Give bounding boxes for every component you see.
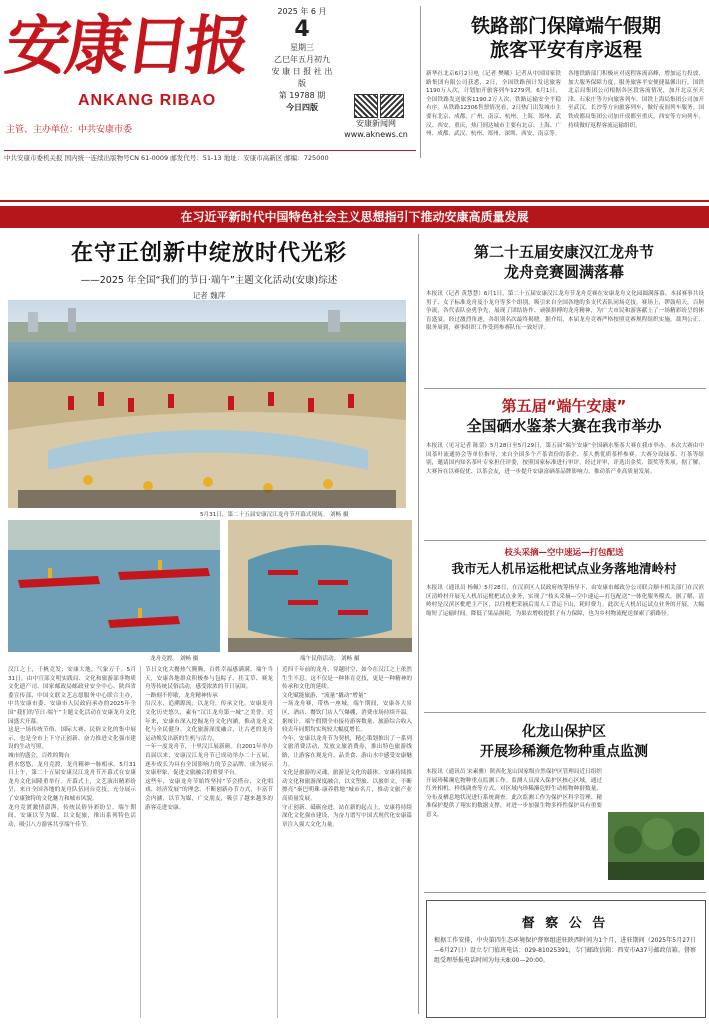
dragon-race-headline bbox=[424, 242, 704, 282]
issue-number: 第 19788 期 bbox=[278, 91, 326, 100]
lead-subhead: ——2025 年全国“我们的节日·端午”主题文化活动(安康)综述 bbox=[80, 275, 338, 286]
tea-contest-body: 本报讯（见习记者 陈蕾）5月28日至5月29日，第五届“端午安康”全国硒水鉴茶大赛在我市举办。本次大赛由中国茶叶流通协会等单位指导，来自全国多个产茶省份的茶企、茶人携优质茶样参赛。大赛分设绿茶、红茶等组别，邀请国内知名茶叶专家担任评委，按照国家标准进行审评。经过评审，评选出金奖、银奖等奖项。据了解，大赛旨在以赛促优、以茶会友，进一步提升安康富硒茶品牌影响力，推动茶产业高质量发展。 bbox=[426, 443, 704, 475]
drone-article-kicker: 枝头采摘—空中速运—打包配送 bbox=[504, 548, 624, 558]
lead-photo-caption: 5月31日，第二十五届安康汉江龙舟节开幕式现场。 刘畅 摄 bbox=[200, 512, 349, 518]
reserve-article-headline bbox=[424, 722, 704, 762]
lead-article-col-2: 节日文化大餐热气腾腾，百姓幸福感满满。端午当天，安康各地群众积极参与包粽子、挂艾草、赛龙舟等传统民俗活动，感受浓浓的节日氛围。 一路刻不停歇，龙舟精神传承 沿汉水，追溯源流；以龙舟，传承文化。安康龙舟文化历史悠久，素有“汉江龙舟第一城”之美誉。近年来，安康市深入挖掘龙舟文化内涵，推动龙舟文化与全民健身、文化旅游深度融合，让古老的龙舟运动焕发出新的生机与活力。 一年一度龙舟节，十里汉江展新颜。自2001年举办首届以来，安康汉江龙舟节已成功举办二十五届，逐步成长为具有全国影响力的节会品牌，成为展示安康形象、促进文旅融合的重要平台。 这些年，安康龙舟节始终坚持“节会搭台、文化唱戏、经济发展”的理念，不断创新办节方式，丰富节会内涵，以节为媒，广交朋友，吸引了越来越多的游客走进安康。 bbox=[145, 667, 273, 811]
festival-event-photo bbox=[228, 520, 412, 652]
column-divider bbox=[277, 666, 278, 1018]
reserve-photo bbox=[608, 812, 704, 880]
tea-contest-headline-line-2: 全国硒水鉴茶大赛在我市举办 bbox=[466, 417, 662, 435]
reserve-headline-line-2: 开展珍稀濒危物种重点监测 bbox=[480, 744, 648, 760]
notice-body: 根据工作安排，中央第四生态环境保护督察组进驻陕西时间为1个月，进驻期间（2025年5月27日—6月27日）设立专门值班电话：029-81025391，专门邮政信箱：西安市A37号邮政信箱。督察组受理举报电话时间为每天8:00—20:00。 bbox=[434, 937, 696, 964]
column-divider bbox=[418, 234, 419, 1014]
banner-top-rule bbox=[0, 200, 709, 202]
railway-article-headline bbox=[426, 14, 706, 62]
sponsor-line: 主管、主办单位：中共安康市委 bbox=[6, 125, 133, 135]
festival-event-image bbox=[228, 520, 412, 652]
dragon-race-headline-line-2: 龙舟竞赛圆满落幕 bbox=[503, 263, 624, 281]
section-divider bbox=[424, 388, 706, 389]
reserve-headline-line-1: 化龙山保护区 bbox=[522, 724, 606, 740]
website-url[interactable]: www.aknews.cn bbox=[344, 130, 408, 139]
issue-weekday: 星期三 bbox=[290, 43, 314, 52]
newspaper-logo-pinyin: ANKANG RIBAO bbox=[78, 92, 217, 109]
reserve-article-body: 本报讯（通讯员 宋素雅）陕西化龙山国家级自然保护区管理局近日组织开展珍稀濒危物种重点监测工作。监测人员深入保护区核心区域，通过红外相机、样线调查等方式，对区域内珍稀濒危野生动植物种群数量、分布及栖息地状况进行系统调查。此次监测工作为保护区科学管理、精准保护提供了翔实的数据支撑，对进一步加强生物多样性保护具有重要意义。 bbox=[426, 769, 602, 818]
issue-lunar-date: 乙巳年五月初九 bbox=[274, 55, 330, 64]
lead-article-col-1: 汉江之上，千帆竞发；安康大地，气象万千。5月31日，由中宣部文明实践局、文化和旅游部非物质文化遗产司、国家邮政局邮政业安全中心、陕西省委宣传部、中国文联文艺志愿服务中心联合主办，中共安康市委、安康市人民政府承办的2025年全国“我们的节日·端午”主题文化活动在安康龙舟文化园盛大开幕。 这是一场传统节俗、国际大赛、民俗文化的集中展示，也是全市上下守正创新、奋力推进文化强市建设的生动写照。 城市的盛会，百姓的舞台 碧水悠悠，龙舟竞渡，龙舟精神一脉相承。5月31日上午，第二十五届安康汉江龙舟节开幕式在安康龙舟文化园隆重举行。开幕式上，文艺演出精彩纷呈，来自全国各地的龙舟队伍同台竞技，充分展示了安康独特的文化魅力和城市风貌。 龙舟竞渡激情澎湃，传统民俗异彩纷呈。端午期间，安康以节为媒、以文促旅，推出系列特色活动，吸引八方游客共享端午佳节。 bbox=[8, 667, 136, 828]
drone-article-body: 本报讯（通讯员 杨佩）5月28日，在汉滨区人民政府统筹指导下，由安康市邮政分公司联合顺丰相关部门在汉滨区清岭村开展无人机吊运枇杷试点业务，实现了“枝头采摘—空中速运—打包配送”一体化服务模式。据了解，清岭村是汉滨区枇杷主产区，以往枇杷采摘后需人工背运下山，耗时费力。此次无人机吊运试点业务的开展，大幅缩短了运输时间，降低了果品损耗，为果农增收提供了有力保障，也为乡村物流配送探索了新路径。 bbox=[426, 585, 704, 617]
dragon-race-headline-line-1: 第二十五届安康汉江龙舟节 bbox=[473, 243, 654, 261]
column-divider bbox=[420, 6, 421, 158]
qr-code-icon bbox=[380, 94, 404, 118]
railway-headline-line-1: 铁路部门保障端午假期 bbox=[470, 15, 661, 37]
dragon-boat-festival-photo bbox=[8, 300, 406, 508]
website-block bbox=[336, 118, 416, 140]
website-name: 安康新闻网 bbox=[356, 119, 396, 128]
date-block bbox=[270, 6, 334, 114]
lead-article-col-3: 近四千年前的龙舟，穿越时空，如今在汉江之上依然生生不息。这不仅是一种体育竞技，更是一种精神的传承和文化的延续。 文化赋能旅游，“流量”撬动“增量” 一场龙舟赛，带热一座城。端午期间，安康各大景区、酒店、餐饮门店人气爆棚，消费市场持续升温。据统计，端午假期全市接待游客数量、旅游综合收入较去年同期均实现较大幅度增长。 今年，安康以龙舟节为契机，精心策划推出了一系列文旅消费活动，发放文旅消费券，推出特色旅游线路，让游客在观龙舟、品美食、游山水中感受安康魅力。 文化是旅游的灵魂，旅游是文化的载体。安康持续推动文化和旅游深度融合，以文塑旅、以旅彰文，不断擦亮“秦巴明珠·康养胜地”城市名片，推动文旅产业高质量发展。 守正创新、砥砺奋进。站在新的起点上，安康将持续深化文化强市建设，为奋力谱写中国式现代化安康篇章注入强大文化力量。 bbox=[282, 667, 412, 828]
photo3-caption: 端午民俗活动。 刘畅 摄 bbox=[300, 656, 360, 662]
lead-byline: 记者 魏萍 bbox=[192, 291, 226, 300]
issue-day: 4 bbox=[294, 17, 310, 42]
section-divider bbox=[424, 540, 706, 541]
issue-pages: 今日四版 bbox=[286, 103, 318, 112]
forest-image bbox=[608, 812, 704, 880]
issue-month: 2025 年 6 月 bbox=[277, 7, 327, 16]
tea-contest-headline bbox=[424, 396, 704, 436]
dragon-boat-race-image bbox=[8, 520, 220, 652]
dragon-boat-race-photo bbox=[8, 520, 220, 652]
lead-photo bbox=[8, 300, 406, 508]
column-divider bbox=[140, 666, 141, 1018]
section-divider bbox=[424, 892, 706, 893]
newspaper-logo: 安康日报 bbox=[0, 9, 252, 84]
photo2-caption: 龙舟竞渡。 刘畅 摄 bbox=[150, 656, 199, 662]
drone-article-headline: 我市无人机吊运枇杷试点业务落地清岭村 bbox=[451, 561, 677, 576]
railway-article-body-left: 新华社北京6月2日电（记者 樊曦）记者从中国国家铁路集团有限公司获悉，2日，全国铁路预计发送旅客1190万人次，计划加开旅客列车1279列。6月1日，全国铁路发送旅客1190.2万人次，铁路运输安全平稳有序。从铁路12306售票情况看，2日热门出发城市主要有北京、成都、广州、南京、杭州、上海、郑州、武汉、西安、重庆，热门到达城市主要有北京、上海、广州、成都、武汉、杭州、郑州、深圳、西安、南京等。 bbox=[426, 71, 561, 138]
issue-publisher: 安 康 日 报 社 出 版 bbox=[271, 67, 333, 88]
qr-code-icon bbox=[354, 94, 378, 118]
notice-title: 督 察 公 告 bbox=[521, 916, 609, 931]
railway-article-body-right: 各地铁路部门积极应对返程客流高峰，增加运力投放，加大服务保障力度，服务旅客平安便捷温馨出行。国铁北京局集团公司根据各区段客流情况，加开北京至天津、石家庄等方向旅客列车。国铁上海局集团公司加开至武汉、长沙等方向旅客列车，做好夜间列车服务。国铁成都局集团公司加开成都至重庆、西安等方向列车，持续做好返程客流运输组织。 bbox=[568, 71, 704, 129]
lead-headline: 在守正创新中绽放时代光彩 bbox=[70, 241, 347, 266]
tea-contest-headline-line-1: 第五届“端午安康” bbox=[501, 397, 627, 415]
publication-info-line: 中共安康市委机关报 国内统一连续出版物号CN 61-0009 邮发代号：51-13 地址：安康市高新区 邮编：725000 bbox=[4, 150, 416, 162]
railway-headline-line-2: 旅客平安有序返程 bbox=[489, 39, 642, 61]
section-divider bbox=[424, 712, 706, 713]
theme-banner: 在习近平新时代中国特色社会主义思想指引下推动安康高质量发展 bbox=[0, 206, 709, 228]
dragon-race-body: 本报讯（记者 黄慧慧）6月1日，第二十五届安康汉江龙舟节龙舟竞赛在安康龙舟文化园圆满落幕。本届赛事共设男子、女子标准龙舟及小龙舟等多个组别，吸引来自全国各地的多支代表队同场竞技。赛场上，锣鼓喧天，百舸争流，各代表队奋勇争先，展现了团结协作、顽强拼搏的龙舟精神，为广大市民和游客献上了一场精彩纷呈的体育盛宴。经过激烈角逐，各组别名次最终揭晓。据介绍，本届龙舟竞赛严格按照竞赛规程组织实施，裁判公正、服务周到，赛事组织工作受到参赛队伍一致好评。 bbox=[426, 291, 704, 332]
